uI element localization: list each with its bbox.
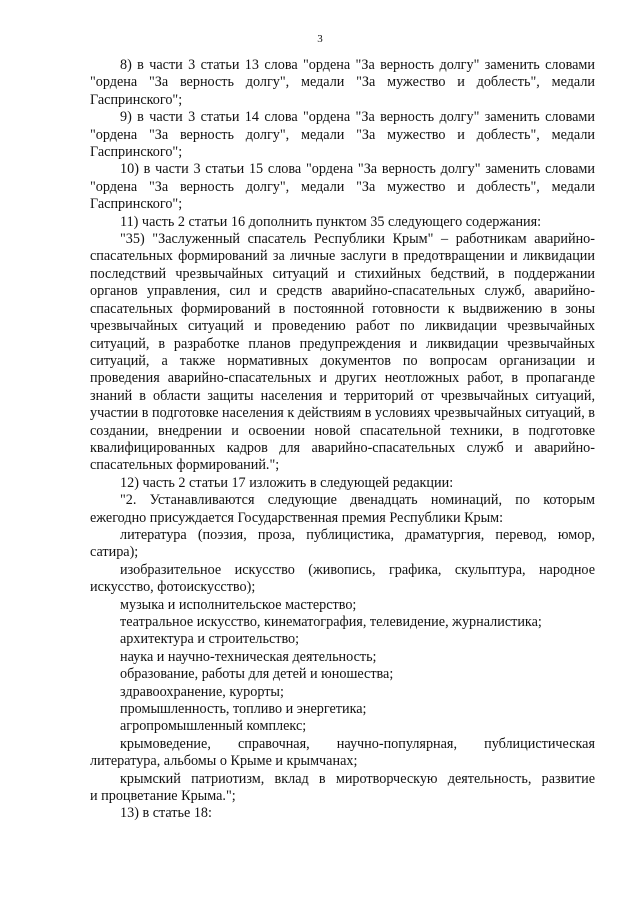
paragraph-item-8: 8) в части 3 статьи 13 слова "ордена "За верность долгу" заменить словами "ордена "За верность долгу", медали "За мужество и доблесть", медали Гаспринского"; [90,57,595,108]
paragraph-item-9: 9) в части 3 статьи 14 слова "ордена "За верность долгу" заменить словами "ордена "За верность долгу", медали "За мужество и доблесть", медали Гаспринского"; [90,109,595,161]
nomination-literature-line-2: сатира); [90,544,139,561]
nomination-patriotism-line-1: крымский патриотизм, вклад в миротворческую деятельность, развитие [120,770,595,787]
nomination-literature-line-1: литература (поэзия, проза, публицистика, драматургия, перевод, юмор, [120,526,595,543]
nomination-crimea-studies-line-2: литература, альбомы о Крыме и крымчанах; [90,753,358,770]
nomination-music: музыка и исполнительское мастерство; [120,596,357,613]
nomination-fine-arts-line-1: изобразительное искусство (живопись, графика, скульптура, народное [120,561,595,578]
nomination-patriotism-line-2: и процветание Крыма."; [90,788,236,805]
paragraph-item-10: 10) в части 3 статьи 15 слова "ордена "За верность долгу" заменить словами "ордена "За верность долгу", медали "За мужество и доблесть", медали Гаспринского"; [90,161,595,213]
nomination-crimea-studies-line-1: крымоведение, справочная, научно-популярная, публицистическая [120,735,595,752]
paragraph-nominations-intro: "2. Устанавливаются следующие двенадцать номинаций, по которым ежегодно присуждается Государственная премия Республики Крым: [90,492,595,526]
nomination-architecture: архитектура и строительство; [120,631,300,648]
nomination-agriculture: агропромышленный комплекс; [120,718,307,735]
paragraph-item-11: 11) часть 2 статьи 16 дополнить пунктом 35 следующего содержания: [120,213,542,230]
nomination-industry: промышленность, топливо и энергетика; [120,701,367,718]
nomination-education: образование, работы для детей и юношества; [120,666,394,683]
nomination-science: наука и научно-техническая деятельность; [120,648,377,665]
paragraph-item-12: 12) часть 2 статьи 17 изложить в следующей редакции: [120,474,454,491]
paragraph-point-35: "35) "Заслуженный спасатель Республики Крым" – работникам аварийно-спасательных формирований за личные заслуги в предотвращении и ликвидации последствий чрезвычайных ситуаций и стихийных бедствий, в поддержании органов управления, сил и средств аварийно-спасательных служб, аварийно-спасательных формирований в постоянной готовности к выдвижению в зоны чрезвычайных ситуаций и проведению работ по ликвидации чрезвычайных ситуаций, в разработке планов предупреждения и ликвидации чрезвычайных ситуаций, а также нормативных документов по вопросам организации и проведения аварийно-спасательных и других неотложных работ, в пропаганде знаний в области защиты населения и территорий от чрезвычайных ситуаций, участии в подготовке населения к действиям в условиях чрезвычайных ситуаций, в создании, внедрении и освоении новой спасательной техники, в подготовке квалифицированных кадров для аварийно-спасательных служб и аварийно-спасательных формирований."; [90,231,596,474]
document-body [90,57,595,823]
paragraph-item-13: 13) в статье 18: [120,805,212,822]
nomination-theatre: театральное искусство, кинематография, телевидение, журналистика; [120,614,542,630]
page-number: 3 [317,33,323,45]
nomination-fine-arts-line-2: искусство, фотоискусство); [90,579,256,596]
nomination-healthcare: здравоохранение, курорты; [120,683,284,700]
